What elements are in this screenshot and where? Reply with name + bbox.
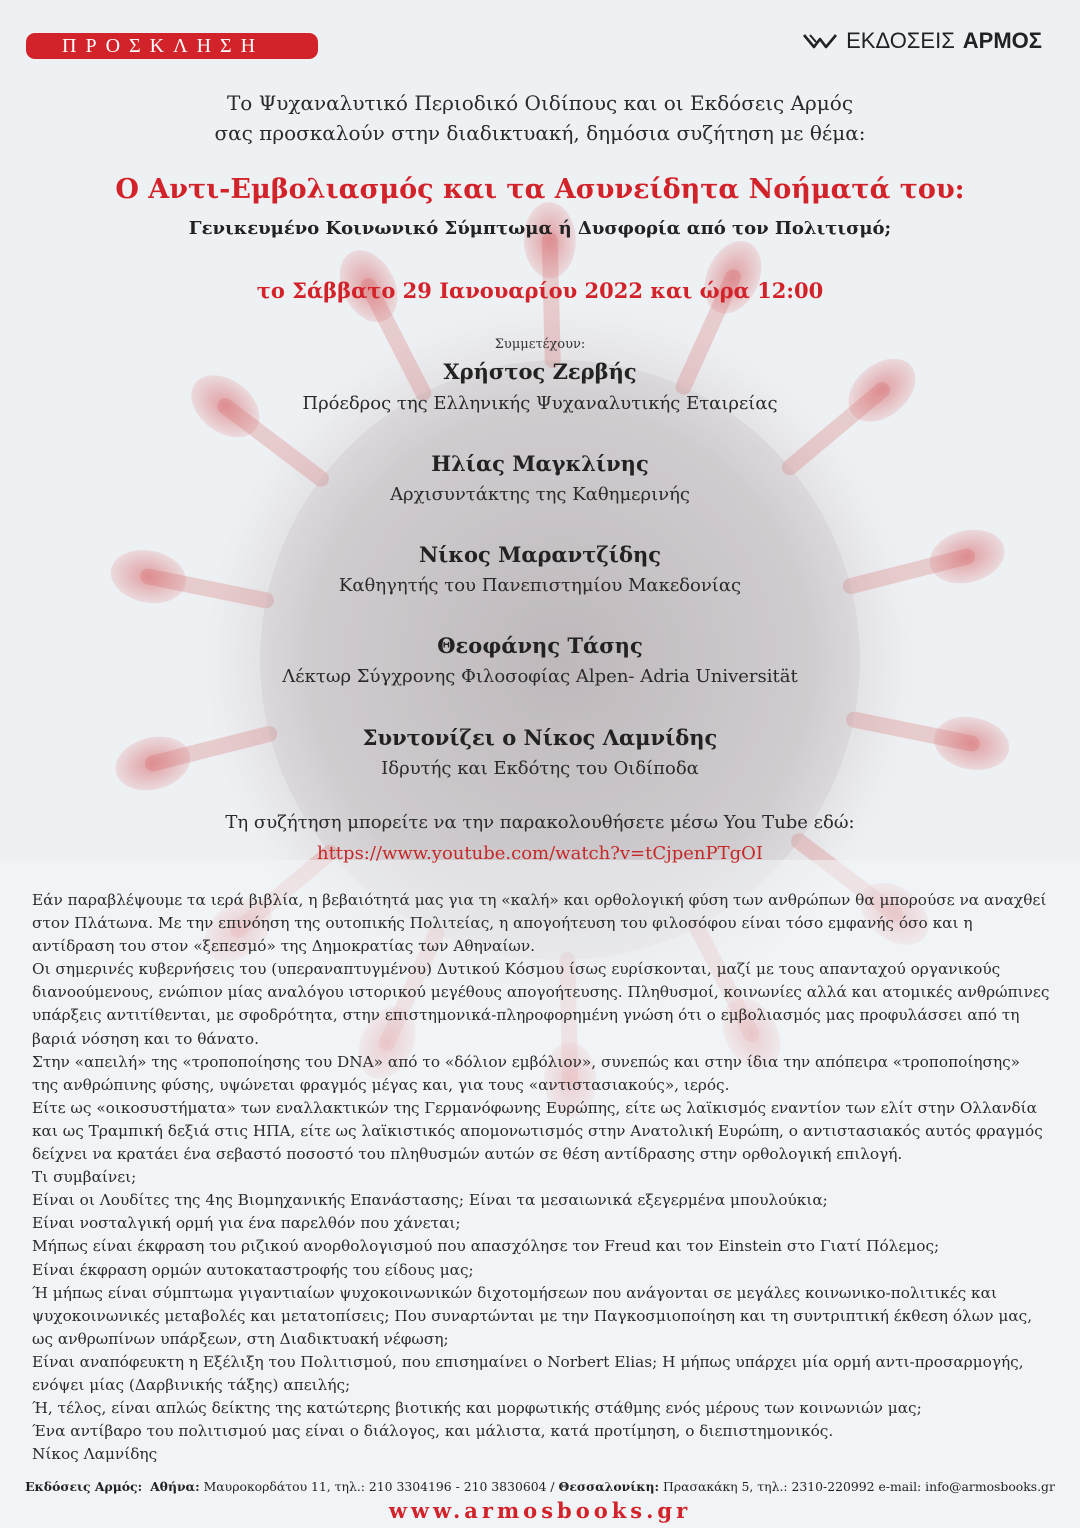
moderator-name: Συντονίζει ο Νίκος Λαμνίδης [362,725,718,750]
essay-paragraph: Είναι αναπόφευκτη η Εξέλιξη του Πολιτισμού, που επισημαίνει ο Norbert Elias; Η μήπως υπάρχει μία ορμή αντι-προσαρμογής, ενόψει μίας (Δαρβινικής τάξης) απειλής; [32,1352,1024,1394]
event-date: το Σάββατο 29 Ιανουαρίου 2022 και ώρα 12:00 [256,278,824,303]
participant-name: Νίκος Μαραντζίδης [418,542,662,567]
intro-line: Το Ψυχαναλυτικό Περιοδικό Οιδίπους και οι Εκδόσεις Αρμός [226,91,854,115]
intro-line: σας προσκαλούν στην διαδικτυακή, δημόσια συζήτηση με θέμα: [214,121,866,145]
essay-paragraph: Τι συμβαίνει; [32,1168,137,1187]
invitation-badge: ΠΡΟΣΚΛΗΣΗ [26,33,318,59]
essay-paragraph: Μήπως είναι έκφραση του ριζικού ανορθολογισμού που απασχόλησε τον Freud και τον Einstein στο Γιατί Πόλεμος; [32,1237,940,1256]
website-link[interactable]: www.armosbooks.gr [388,1498,692,1523]
footer-athens-label: Αθήνα: [150,1479,200,1494]
essay-paragraph: Είναι έκφραση ορμών αυτοκαταστροφής του είδους μας; [32,1260,474,1279]
youtube-link[interactable]: https://www.youtube.com/watch?v=tCjpenPTgOI [316,843,763,864]
participant-name: Ηλίας Μαγκλίνης [431,451,649,476]
participant-role: Αρχισυντάκτης της Καθημερινής [390,484,690,505]
stream-text: Τη συζήτηση μπορείτε να την παρακολουθήσετε μέσω You Tube εδώ: [225,812,855,833]
essay-paragraph: Ή μήπως είναι σύμπτωμα γιγαντιαίων ψυχοκοινωνικών διχοτομήσεων που ανάγονται σε μεγάλες κοινωνικο-πολιτικές και ψυχοκοινωνικές μεταβολές και μετατοπίσεις; Που συναρτώνται με την Παγκοσμιοποίηση και τη συντριπτική έκθεση όλων μας, ως ανθρωπίνων υπάρξεων, στη Διαδικτυακή νέφωση; [32,1283,1033,1348]
essay-paragraph: Ή, τέλος, είναι απλώς δείκτης της κατώτερης βιοτικής και μορφωτικής στάθμης ενός μέρους των κοινωνιών μας; [32,1399,922,1418]
participant-role: Πρόεδρος της Ελληνικής Ψυχαναλυτικής Εταιρείας [302,393,778,414]
essay-paragraph: Είναι οι Λουδίτες της 4ης Βιομηχανικής Επανάστασης; Είναι τα μεσαιωνικά εξεγερμένα μπουλούκια; [32,1191,828,1210]
intro-text [0,88,1080,148]
essay-paragraph: Ένα αντίβαρο του πολιτισμού μας είναι ο διάλογος, και μάλιστα, κατά προτίμηση, ο διεπιστημονικός. [32,1422,834,1441]
participants-label: Συμμετέχουν: [494,337,586,352]
footer-contact [0,1479,1080,1494]
footer-athens: Μαυροκορδάτου 11, τηλ.: 210 3304196 - 210 3830604 / [203,1479,555,1494]
brand-prefix: ΕΚΔΟΣΕΙΣ [846,28,955,53]
essay-text [32,889,1050,1466]
event-title: Ο Αντι-Εμβολιασμός και τα Ασυνείδητα Νοήματά του: [115,174,965,205]
brand-name: ΑΡΜΟΣ [962,28,1042,53]
essay-signature: Νίκος Λαμνίδης [32,1445,158,1464]
footer-publisher: Εκδόσεις Αρμός: [25,1479,143,1494]
essay-paragraph: Είτε ως «οικοσυστήματα» των εναλλακτικών της Γερμανόφωνης Ευρώπης, είτε ως λαϊκισμός εναντίον των ελίτ στην Ολλανδία και ως Τραμπική δεξιά στις ΗΠΑ, είτε ως λαϊκιστικός απομονωτισμός στην Ανατολική Ευρώπη, ο αντιστασιακός αυτός φραγμός δείχνει να κρατάει ένα σεβαστό ποσοστό του πληθυσμών αυτών σε θέση αντίδρασης στην ορθολογική επιλογή. [32,1098,1043,1164]
essay-paragraph: Στην «απειλή» της «τροποποίησης του DNA» από το «δόλιον εμβόλιον», συνεπώς και στην ίδια την απόπειρα «τροποποίησης» της ανθρώπινης φύσης, υψώνεται φραγμός μέγας και, για τους «αντιστασιακούς», ιερός. [32,1052,1021,1094]
footer-thess-label: Θεσσαλονίκη: [558,1479,660,1494]
essay-paragraph: Εάν παραβλέψουμε τα ιερά βιβλία, η βεβαιότητά μας για τη «καλή» και ορθολογική φύση των ανθρώπων θα μπορούσε να αναχθεί στον Πλάτωνα. Με την επινόηση της ουτοπικής Πολιτείας, η απογοήτευση του φιλοσόφου είναι τόσο εμφανής όσο και η αντίδραση του στον «ξεπεσμό» της Δημοκρατίας των Αθηναίων. [32,891,1047,956]
moderator-role: Ιδρυτής και Εκδότης του Οιδίποδα [381,758,699,779]
participant-name: Θεοφάνης Τάσης [437,633,643,658]
participant-name: Χρήστος Ζερβής [443,359,637,384]
participant-role: Λέκτωρ Σύγχρονης Φιλοσοφίας Alpen- Adria Universität [282,666,798,687]
publisher-brand[interactable] [802,28,1042,54]
participant-role: Καθηγητής του Πανεπιστημίου Μακεδονίας [338,575,742,596]
footer-thess: Πρασακάκη 5, τηλ.: 2310-220992 e-mail: info@armosbooks.gr [663,1479,1055,1494]
armos-logo-icon [802,31,838,51]
essay-paragraph: Οι σημερινές κυβερνήσεις του (υπεραναπτυγμένου) Δυτικού Κόσμου ίσως ευρίσκονται, μαζί με τους απανταχού οργανικούς διανοούμενους, ενώπιον μίας αναλόγου ιστορικού μεγέθους απογοήτευσης. Πληθυσμοί, κοινωνίες αλλά και ατομικές ανθρώπινες υπάρξεις αντιτίθενται, με σφοδρότητα, στην επιστημονικά-πληροφορημένη γνώση ότι ο εμβολιασμός μας προφυλάσσει από τη βαριά νόσηση και το θάνατο. [32,960,1050,1048]
essay-paragraph: Είναι νοσταλγική ορμή για ένα παρελθόν που χάνεται; [32,1214,461,1233]
event-subtitle: Γενικευμένο Κοινωνικό Σύμπτωμα ή Δυσφορία από τον Πολιτισμό; [188,218,892,239]
